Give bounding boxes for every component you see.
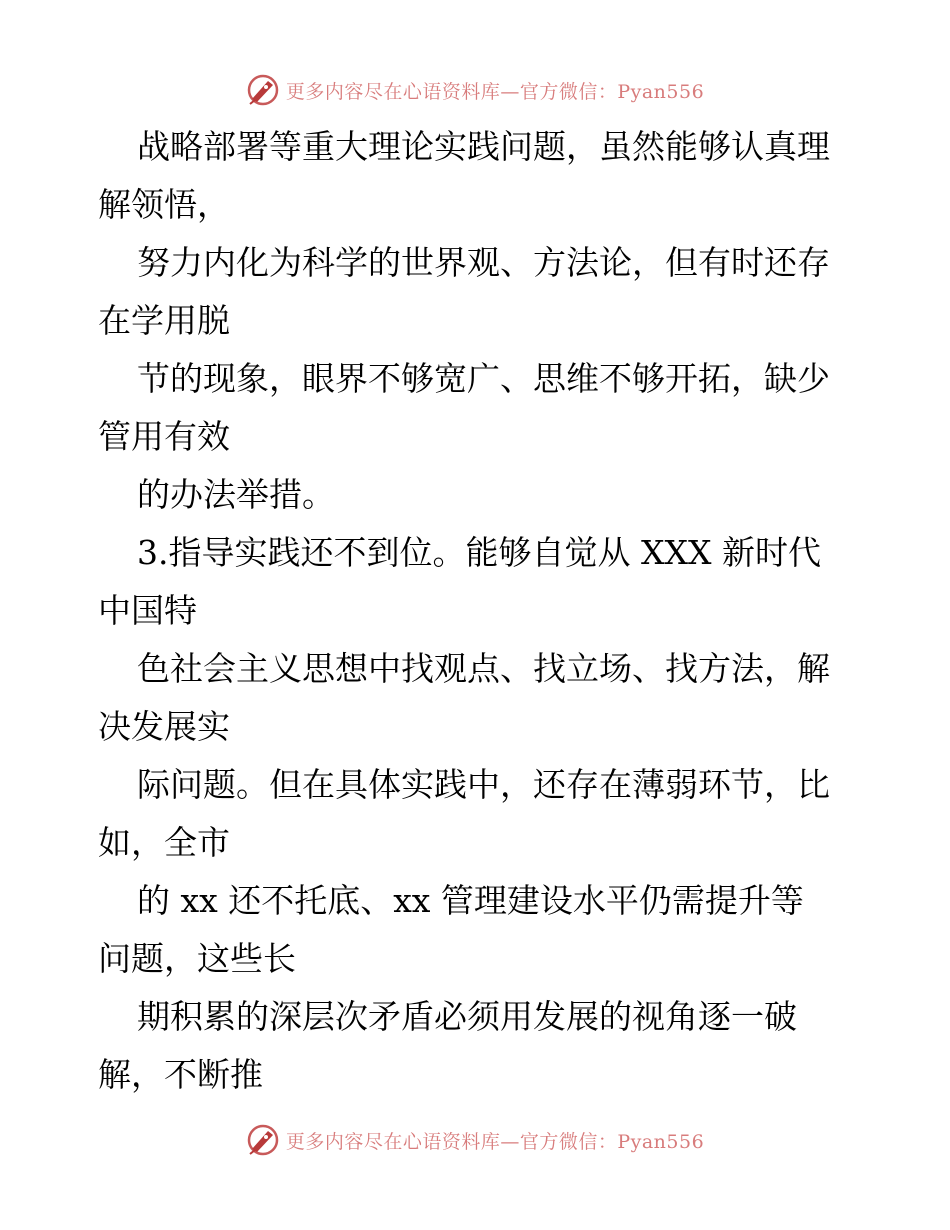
text-line: 在学用脱 [98,301,230,340]
text-line: 色社会主义思想中找观点、找立场、找方法，解 [137,649,830,688]
text-line: 解，不断推 [98,1055,263,1094]
footer-banner-text: 更多内容尽在心语资料库—官方微信：Pyan556 [285,1130,705,1153]
text-line: 解领悟， [98,185,230,224]
body-text [0,118,950,1104]
pen-nib-circle-icon [246,1123,280,1157]
text-line: 努力内化为科学的世界观、方法论，但有时还存 [137,243,830,282]
text-line: 节的现象，眼界不够宽广、思维不够开拓，缺少 [137,359,830,398]
text-line: 管用有效 [98,417,230,456]
text-line: 的办法举措。 [137,475,335,514]
text-line: 3.指导实践还不到位。能够自觉从 XXX 新时代 [137,533,821,572]
text-line: 的 xx 还不托底、xx 管理建设水平仍需提升等 [137,881,804,920]
text-line: 问题，这些长 [98,939,296,978]
text-line: 际问题。但在具体实践中，还存在薄弱环节，比 [137,765,830,804]
text-line: 中国特 [98,591,197,630]
text-line: 决发展实 [98,707,230,746]
header-banner [0,72,950,108]
text-line: 战略部署等重大理论实践问题，虽然能够认真理 [137,127,830,166]
text-line: 如，全市 [98,823,230,862]
text-line: 期积累的深层次矛盾必须用发展的视角逐一破 [137,997,797,1036]
pen-nib-circle-icon [246,73,280,107]
footer-banner [0,1122,950,1158]
header-banner-text: 更多内容尽在心语资料库—官方微信：Pyan556 [285,80,705,103]
